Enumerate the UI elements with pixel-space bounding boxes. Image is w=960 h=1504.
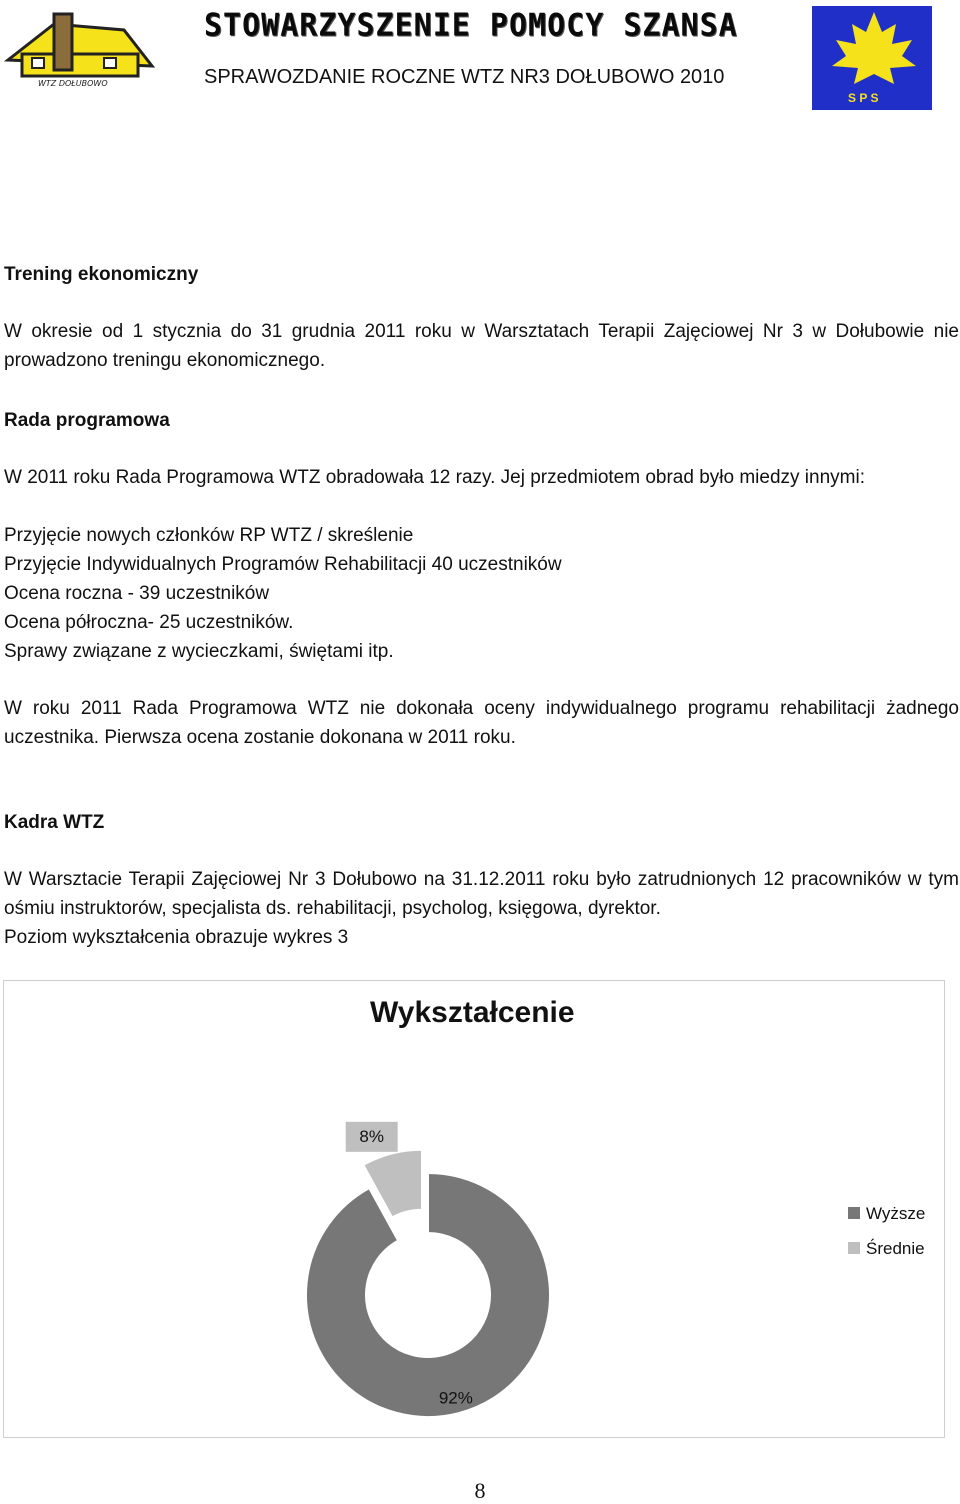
data-label-wyzsze: 92% (438, 1388, 473, 1408)
report-title: SPRAWOZDANIE ROCZNE WTZ NR3 DOŁUBOWO 2010 (204, 66, 725, 88)
organization-name: STOWARZYSZENIE POMOCY SZANSA (204, 7, 738, 44)
rada-item: Przyjęcie Indywidualnych Programów Rehabilitacji 40 uczestników (4, 554, 562, 575)
doughnut-slice-wyzsze (306, 1173, 550, 1417)
rada-item: Ocena roczna - 39 uczestników (4, 583, 270, 604)
page-number: 8 (474, 1478, 486, 1503)
legend-swatch (848, 1207, 860, 1219)
legend-swatch (848, 1242, 860, 1254)
sps-logo-letters: S P S (848, 91, 879, 105)
rada-item: Przyjęcie nowych członków RP WTZ / skreślenie (4, 525, 414, 546)
kadra-chart-reference: Poziom wykształcenia obrazuje wykres 3 (4, 927, 349, 948)
section-title-rada: Rada programowa (4, 410, 170, 431)
rada-paragraph-2: W roku 2011 Rada Programowa WTZ nie dokonała oceny indywidualnego programu rehabilitacji żadnego uczestnika. Pierwsza ocena zostanie dokonana w 2011 roku. (4, 698, 959, 748)
legend-label: Wyższe (866, 1204, 926, 1223)
rada-item: Ocena półroczna- 25 uczestników. (4, 612, 294, 633)
rada-item: Sprawy związane z wycieczkami, świętami itp. (4, 641, 394, 662)
chart-title: Wykształcenie (370, 996, 575, 1029)
section-title-trening: Trening ekonomiczny (4, 264, 199, 285)
kadra-paragraph: W Warsztacie Terapii Zajęciowej Nr 3 Dołubowo na 31.12.2011 roku było zatrudnionych 12 pracowników w tym ośmiu instruktorów, specjalista ds. rehabilitacji, psycholog, księgowa, dyrektor. (4, 869, 959, 919)
legend-label: Średnie (866, 1239, 925, 1258)
section-title-kadra: Kadra WTZ (4, 812, 105, 833)
rada-intro-paragraph: W 2011 roku Rada Programowa WTZ obradowała 12 razy. Jej przedmiotem obrad było miedzy innymi: (4, 467, 865, 488)
wtz-logo-text: WTZ DOŁUBOWO (38, 79, 108, 88)
trening-paragraph: W okresie od 1 stycznia do 31 grudnia 2011 roku w Warsztatach Terapii Zajęciowej Nr 3 w Dołubowie nie prowadzono treningu ekonomicznego. (4, 321, 959, 371)
data-label-srednie: 8% (359, 1126, 384, 1146)
